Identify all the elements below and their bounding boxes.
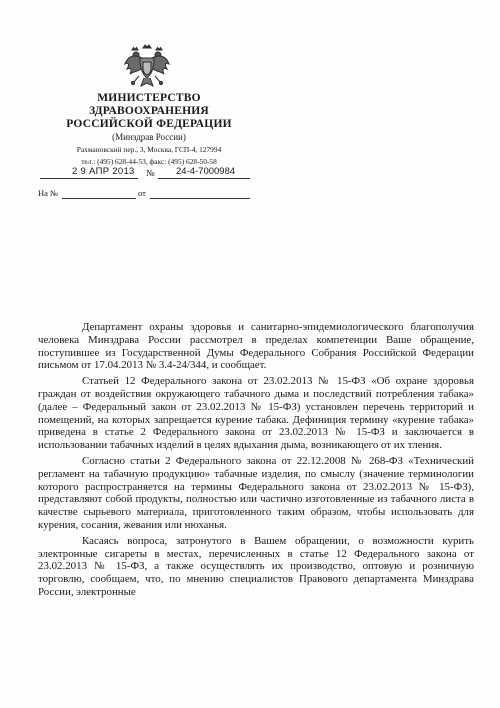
number-underline (158, 178, 250, 179)
outgoing-number: 24-4-7000984 (176, 166, 236, 177)
ministry-name-line-2: ЗДРАВООХРАНЕНИЯ (89, 105, 209, 117)
paragraph-4 (38, 535, 474, 599)
reference-date-label: от (138, 188, 146, 198)
paragraph-1-text: Департамент охраны здоровья и санитарно-эпидемиологического благополучия человека Минздрава России рассмотрел в пределах компетенции Ваше обращение, поступившее из Государственной Думы Федерального Собрания Российской Федерации письмом от 17.04.2013 № 3.4-24/344, и сообщает. (38, 321, 474, 372)
number-sign: № (146, 168, 155, 178)
paragraph-2-text: Статьей 12 Федерального закона от 23.02.2013 № 15-ФЗ «Об охране здоровья граждан от воздействия окружающего табачного дыма и последствий потребления табака» (далее – Федеральный закон от 23.02.2013 № 15-ФЗ) установлен перечень территорий и помещений, на которых запрещается курение табака. Дефиниция термину «курение табака» приведена в статье 2 Федерального закона от 23.02.2013 № 15-ФЗ и заключается в использовании табачных изделий в целях вдыхания дыма, возникающего от их тления. (38, 375, 474, 452)
paragraph-1 (38, 321, 474, 372)
reference-date-blank (150, 198, 250, 199)
outgoing-date: 2 9 АПР 2013 (72, 166, 135, 177)
ministry-name-line-3: РОССИЙСКОЙ ФЕДЕРАЦИИ (66, 118, 232, 130)
paragraph-2 (38, 375, 474, 452)
ministry-address: Рахмановский пер., 3, Москва, ГСП-4, 127994 (76, 145, 222, 154)
reference-number-blank (62, 198, 136, 199)
paragraph-4-text: Касаясь вопроса, затронутого в Вашем обращении, о возможности курить электронные сигареты в местах, перечисленных в статье 12 Федерального закона от 23.02.2013 № 15-ФЗ, а также осуществлять их производство, оптовую и розничную торговлю, сообщаем, что, по мнению специалистов Правового департамента Минздрава России, электронные (38, 534, 474, 598)
coat-of-arms-emblem (122, 42, 172, 94)
ministry-short-name: (Минздрав России) (112, 132, 186, 142)
ministry-name-line-1: МИНИСТЕРСТВО (97, 92, 201, 104)
reference-number-label: На № (38, 188, 59, 198)
paragraph-3 (38, 455, 474, 532)
ministry-phones: тел.: (495) 628-44-53, факс: (495) 628-50-58 (81, 156, 217, 166)
letter-body (38, 321, 474, 599)
paragraph-3-text: Согласно статьи 2 Федерального закона от 22.12.2008 № 268-ФЗ «Технический регламент на табачную продукцию» табачные изделия, по смыслу (значение терминологии которого распространяется на термины Федерального закона от 23.02.2013 № 15-ФЗ), представляют собой продукты, полностью или частично изготовленные из табачного листа в качестве сырьевого материала, приготовленного таким образом, чтобы использовать для курения, сосания, жевания или нюханья. (38, 454, 474, 531)
ministry-header (60, 92, 238, 166)
date-underline (40, 178, 138, 179)
